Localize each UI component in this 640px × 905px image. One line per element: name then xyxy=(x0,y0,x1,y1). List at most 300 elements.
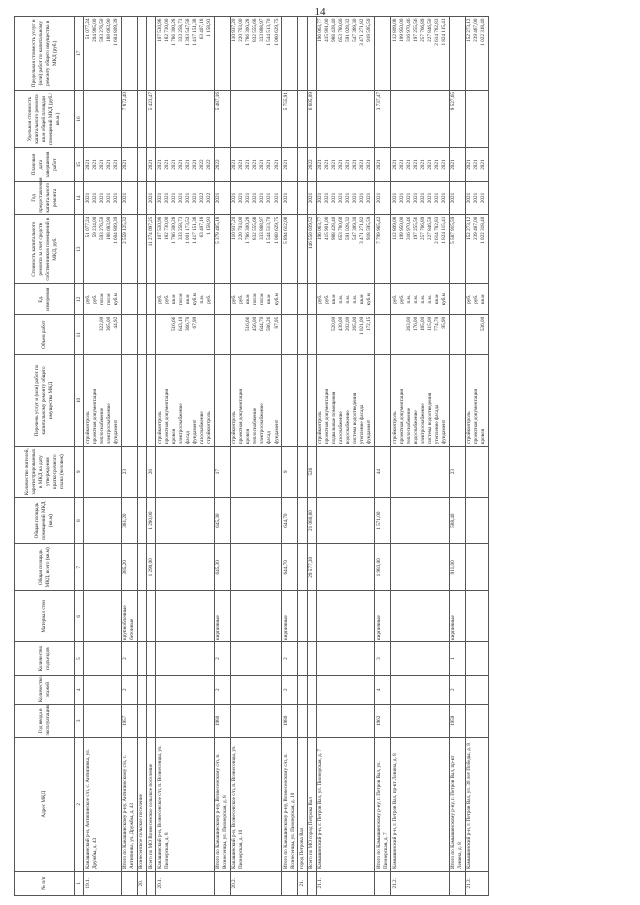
cell-costs xyxy=(375,215,391,284)
cell-line: 146 550 039,52 xyxy=(308,216,315,250)
cell-year xyxy=(316,704,374,737)
cell-plan-year xyxy=(465,181,488,214)
cell-line: 1 060 629,75 xyxy=(273,216,280,244)
cell-line: 918 595,59 xyxy=(366,216,373,240)
cell-line: 516,66 xyxy=(170,316,177,332)
cell-no xyxy=(214,871,230,895)
cell-line: стройконтроль xyxy=(391,411,398,445)
column-header: Количество подъездов xyxy=(15,642,75,675)
cell-line: 1 786 300,28 xyxy=(170,18,177,46)
table-row xyxy=(147,17,156,896)
cell-limit-cost xyxy=(298,17,307,91)
table-row xyxy=(121,17,137,896)
cell-limit-cost xyxy=(137,17,146,91)
column-header: Количество жителей, зарегистрированных в МКД на дату утверждения краткосрочного плана (человек) xyxy=(15,446,75,497)
cell-line: 182 730,00 xyxy=(163,18,170,42)
cell-line: 2022 xyxy=(198,192,205,204)
cell-area-premises xyxy=(156,497,214,544)
cell-line: стройконтроль xyxy=(84,411,91,445)
cell-line: 2021 xyxy=(450,192,457,204)
cell-no: 21.3. xyxy=(465,871,488,895)
cell-line: 2021 xyxy=(259,192,266,204)
cell-line: теплоснабжение xyxy=(99,407,106,445)
cell-line: 220 703,00 xyxy=(238,216,245,240)
cell-line: 365,00 xyxy=(106,316,113,332)
cell-end-year xyxy=(449,148,465,181)
cell-line: 2021 xyxy=(156,192,163,204)
cell-works xyxy=(230,355,281,446)
cell-line: 2021 xyxy=(338,192,345,204)
cell-line: 107 530,98 xyxy=(156,216,163,240)
cell-line: 107 530,98 xyxy=(156,18,163,42)
cell-entrances: 1 xyxy=(449,642,465,675)
cell-line: водоснабжение xyxy=(412,410,419,445)
cell-line: 2021 xyxy=(331,192,338,204)
cell-costs xyxy=(298,215,307,284)
cell-plan-year xyxy=(375,181,391,214)
cell-line: 63 407,18 xyxy=(198,216,205,238)
cell-address: Всего по МО город Петрова Вал xyxy=(307,738,316,872)
column-number: 12 xyxy=(75,284,84,315)
cell-line: водоснабжение xyxy=(345,410,352,445)
cell-line: 2021 xyxy=(419,159,426,170)
cell-line: куб.м xyxy=(273,293,280,306)
cell-line: 322,00 xyxy=(99,316,106,332)
column-header: Предельная стоимость услуг и (или) работ по капитальному ремонту общего имущества в МКД (руб.) xyxy=(15,17,75,91)
cell-costs xyxy=(282,215,298,284)
cell-line: кровля xyxy=(245,428,252,445)
cell-line: 2021 xyxy=(345,192,352,204)
cell-area-total xyxy=(465,544,488,591)
cell-costs xyxy=(84,215,121,284)
cell-year xyxy=(298,704,307,737)
cell-units xyxy=(298,284,307,315)
cell-area-premises xyxy=(84,497,121,544)
cell-line: 2021 xyxy=(99,159,106,170)
cell-entrances: 3 xyxy=(375,642,391,675)
cell-limit-cost xyxy=(391,17,449,91)
cell-line: 11 274 097,25 xyxy=(147,216,154,247)
cell-line: 653 780,60 xyxy=(338,216,345,240)
cell-line xyxy=(238,317,245,353)
cell-no: 21.2. xyxy=(391,871,449,895)
cell-line: 644,70 xyxy=(259,316,266,332)
cell-units xyxy=(375,284,391,315)
column-number: 17 xyxy=(75,17,84,91)
cell-residents xyxy=(316,446,374,497)
cell-unit-cost xyxy=(391,90,449,148)
cell-floors: 4 xyxy=(375,675,391,704)
cell-walls: кирпичные xyxy=(282,591,298,642)
cell-limit-cost xyxy=(307,17,316,91)
cell-line: 2021 xyxy=(106,159,113,170)
cell-line: 2021 xyxy=(184,159,191,170)
cell-units xyxy=(214,284,230,315)
cell-volumes xyxy=(137,315,146,355)
cell-line: 2021 xyxy=(252,192,259,204)
cell-costs xyxy=(316,215,374,284)
cell-volumes xyxy=(307,315,316,355)
cell-address: Камышинский р-н, г. Петров Вал, ул. Пионерская, д. 7 xyxy=(316,738,374,872)
cell-line: 5 379 485,18 xyxy=(215,216,222,244)
cell-line: стройконтроль xyxy=(466,411,473,445)
cell-line: 1 824 115,41 xyxy=(440,18,447,46)
cell-line: 988 428,40 xyxy=(331,216,338,240)
cell-line: 2021 xyxy=(163,159,170,170)
cell-line: стройконтроль xyxy=(205,411,212,445)
cell-walls: кирпичные xyxy=(214,591,230,642)
cell-line: фундамент xyxy=(366,419,373,445)
cell-line: 2021 xyxy=(450,159,457,170)
cell-line: фундамент xyxy=(113,419,120,445)
cell-line: 918 595,59 xyxy=(366,18,373,42)
cell-line: 316 970,46 xyxy=(405,18,412,42)
table-row xyxy=(316,17,374,896)
cell-line: фундамент xyxy=(191,419,198,445)
cell-line: п.м. xyxy=(338,294,345,304)
cell-line: 456,00 xyxy=(252,316,259,332)
cell-area-premises: 645,30 xyxy=(214,497,230,544)
cell-entrances xyxy=(84,642,121,675)
column-header: Ед. измерения xyxy=(15,284,75,315)
cell-address: Итого по Камышинскому р-ну, г. Петров Вал, пр-кт Ленина, д. 8 xyxy=(449,738,465,872)
cell-residents: 526 xyxy=(307,446,316,497)
cell-line: стройконтроль xyxy=(156,411,163,445)
cell-line: 51 077,24 xyxy=(84,216,91,238)
cell-line: газоснабжение xyxy=(198,411,205,445)
cell-area-total: 644,70 xyxy=(282,544,298,591)
cell-line: 2021 xyxy=(375,159,382,170)
cell-line: 176,00 xyxy=(412,316,419,332)
cell-walls: кирпичные xyxy=(449,591,465,642)
cell-costs xyxy=(156,215,214,284)
cell-units xyxy=(465,284,488,315)
cell-line: 265,00 xyxy=(352,316,359,332)
cell-volumes xyxy=(391,315,449,355)
cell-line xyxy=(92,317,99,353)
cell-entrances: 2 xyxy=(214,642,230,675)
cell-line: подвальные помещения xyxy=(331,391,338,445)
cell-end-year xyxy=(375,148,391,181)
cell-line: 2022 xyxy=(205,192,212,204)
cell-walls xyxy=(230,591,281,642)
cell-line: 2021 xyxy=(245,192,252,204)
cell-limit-cost xyxy=(230,17,281,91)
cell-line: 333 888,97 xyxy=(259,18,266,42)
column-number: 4 xyxy=(75,675,84,704)
cell-line: 239 487,00 xyxy=(473,18,480,42)
cell-line: 3 471 271,82 xyxy=(359,18,366,46)
cell-line: 316 970,46 xyxy=(405,216,412,240)
cell-line: 988 428,40 xyxy=(331,18,338,42)
cell-line: 1 158,93 xyxy=(205,216,212,235)
column-header: Объем работ xyxy=(15,315,75,355)
cell-line: 2021 xyxy=(433,159,440,170)
cell-line: утепление фасада xyxy=(433,404,440,445)
cell-limit-cost xyxy=(121,17,137,91)
cell-walls xyxy=(137,591,146,642)
cell-line: 415 901,00 xyxy=(324,18,331,42)
cell-line: руб. xyxy=(92,294,98,304)
cell-line: п.м. xyxy=(419,294,426,304)
cell-line xyxy=(392,317,399,353)
cell-walls: крупноблочные бетонные xyxy=(121,591,137,642)
column-number: 3 xyxy=(75,704,84,737)
cell-line: 832 555,68 xyxy=(252,18,259,42)
cell-line: 2021 xyxy=(245,159,252,170)
cell-line: 2021 xyxy=(405,159,412,170)
cell-entrances xyxy=(465,642,488,675)
cell-unit-cost: 3 737,47 xyxy=(375,90,391,148)
cell-line: 2021 xyxy=(466,159,473,170)
rotated-register-table xyxy=(14,16,626,896)
cell-residents xyxy=(298,446,307,497)
table-header-row xyxy=(15,17,75,896)
column-number: 14 xyxy=(75,181,84,214)
cell-line: проектная документация xyxy=(238,389,245,445)
cell-line: руб. xyxy=(391,294,398,304)
cell-line xyxy=(199,317,206,353)
cell-line: 1 544 513,70 xyxy=(266,18,273,46)
column-header: Плановая дата завершения работ xyxy=(15,148,75,181)
cell-works xyxy=(84,355,121,446)
cell-line: 2021 xyxy=(231,159,238,170)
cell-works xyxy=(375,355,391,446)
cell-line: 2021 xyxy=(324,159,331,170)
cell-line: 112 809,08 xyxy=(391,18,398,42)
cell-end-year xyxy=(465,148,488,181)
cell-units xyxy=(316,284,374,315)
cell-line: руб. xyxy=(163,294,170,304)
cell-walls xyxy=(391,591,449,642)
cell-line xyxy=(157,317,164,353)
cell-units xyxy=(449,284,465,315)
cell-line: 547 389,30 xyxy=(352,216,359,240)
column-number: 8 xyxy=(75,497,84,544)
cell-line: 2021 xyxy=(122,192,129,204)
cell-unit-cost xyxy=(84,90,121,148)
cell-no: 19.1. xyxy=(84,871,121,895)
cell-line: руб. xyxy=(84,294,91,304)
cell-costs xyxy=(465,215,488,284)
cell-residents xyxy=(137,446,146,497)
cell-end-year xyxy=(391,148,449,181)
cell-address: Канашинский р-н, Антипинское с/п, с. Антипинка, ул. Дружбы, д. 43 xyxy=(84,738,121,872)
cell-units xyxy=(137,284,146,315)
cell-line: 2021 xyxy=(440,159,447,170)
cell-line: теплоснабжение xyxy=(405,407,412,445)
cell-line: руб. xyxy=(156,294,163,304)
cell-line: кв.м xyxy=(433,294,440,304)
cell-line: кв.м xyxy=(170,294,177,304)
table-row xyxy=(137,17,146,896)
cell-line: 1 604 809,39 xyxy=(113,216,120,244)
cell-line: 2021 xyxy=(282,192,289,204)
cell-line: 1 158,93 xyxy=(205,18,212,37)
cell-residents: 44 xyxy=(375,446,391,497)
cell-area-premises xyxy=(391,497,449,544)
cell-line: электроснабжение xyxy=(419,403,426,445)
cell-area-premises xyxy=(230,497,281,544)
cell-plan-year xyxy=(449,181,465,214)
cell-residents xyxy=(84,446,121,497)
cell-line: 2021 xyxy=(170,192,177,204)
cell-address: Канашинский р-н, Вознесенское с/п, п. Вознесенцы, ул. Пионерская, д. 10 xyxy=(230,738,281,872)
cell-line: 110 937,20 xyxy=(231,18,238,42)
table-row xyxy=(298,17,307,896)
cell-line: 2021 xyxy=(238,192,245,204)
cell-works xyxy=(316,355,374,446)
cell-year xyxy=(465,704,488,737)
cell-line: 2021 xyxy=(170,159,177,170)
cell-line: проектная документация xyxy=(92,389,98,445)
cell-line: 2021 xyxy=(266,159,273,170)
cell-units xyxy=(84,284,121,315)
cell-end-year xyxy=(214,148,230,181)
column-header: Стоимость капитального ремонта за счет средств собственников помещений в МКД, руб. xyxy=(15,215,75,284)
cell-plan-year xyxy=(230,181,281,214)
cell-year xyxy=(391,704,449,737)
cell-line: 2021 xyxy=(391,192,398,204)
table-row xyxy=(156,17,214,896)
cell-line: 188 683,90 xyxy=(106,216,113,240)
column-number: 6 xyxy=(75,591,84,642)
column-number: 10 xyxy=(75,355,84,446)
cell-end-year xyxy=(147,148,156,181)
cell-costs xyxy=(391,215,449,284)
cell-line: 1 393 547,58 xyxy=(184,18,191,46)
cell-line: 2021 xyxy=(147,192,154,204)
cell-line: 7 799 965,42 xyxy=(375,216,382,244)
cell-line: кровля xyxy=(480,428,487,445)
column-header: Год предоставления капитального ремонта xyxy=(15,181,75,214)
cell-line: 2021 xyxy=(352,159,359,170)
cell-line: 1 021,00 xyxy=(359,316,366,335)
cell-line: 643,10 xyxy=(177,316,184,332)
cell-line: 182 730,00 xyxy=(163,216,170,240)
cell-volumes xyxy=(147,315,156,355)
cell-line: 774,70 xyxy=(433,316,440,332)
cell-end-year xyxy=(307,148,316,181)
cell-unit-cost: 6 605,09 xyxy=(307,90,316,148)
cell-unit-cost: 9 527,65 xyxy=(449,90,465,148)
cell-limit-cost xyxy=(282,17,298,91)
cell-volumes xyxy=(375,315,391,355)
cell-entrances: 2 xyxy=(282,642,298,675)
cell-units xyxy=(156,284,214,315)
cell-area-total xyxy=(391,544,449,591)
cell-plan-year xyxy=(391,181,449,214)
cell-line: 2021 xyxy=(440,192,447,204)
cell-address: Камышинский р-н, г. Петров Вал, пр-кт Ленина, д. 8 xyxy=(391,738,449,872)
cell-line: 2021 xyxy=(480,159,487,170)
cell-no: 20. xyxy=(137,871,146,895)
cell-line: кровля xyxy=(170,428,177,445)
cell-unit-cost: 5 487,16 xyxy=(214,90,230,148)
cell-line: проектная документация xyxy=(163,389,170,445)
cell-line: 227 846,50 xyxy=(426,18,433,42)
cell-end-year xyxy=(137,148,146,181)
cell-plan-year xyxy=(121,181,137,214)
cell-residents: 23 xyxy=(121,446,137,497)
cell-works xyxy=(214,355,230,446)
cell-line: пог.м xyxy=(177,293,184,305)
cell-line: 591 028,32 xyxy=(345,18,352,42)
cell-line: проектная документация xyxy=(473,389,480,445)
cell-plan-year xyxy=(214,181,230,214)
cell-walls xyxy=(307,591,316,642)
cell-line xyxy=(466,317,473,353)
cell-floors: 2 xyxy=(214,675,230,704)
cell-line xyxy=(206,317,213,353)
cell-address: Камышинский р-н, г. Петров Вал, ул. 30 лет Победы, д. 8 xyxy=(465,738,488,872)
cell-costs xyxy=(121,215,137,284)
cell-area-premises: 381,20 xyxy=(121,497,137,544)
cell-line: 2021 xyxy=(412,159,419,170)
cell-unit-cost xyxy=(316,90,374,148)
column-header: Год ввода в эксплуатацию xyxy=(15,704,75,737)
cell-line: 2021 xyxy=(433,192,440,204)
cell-line: 2021 xyxy=(359,159,366,170)
cell-line: проектная документация xyxy=(324,389,331,445)
cell-line: 2021 xyxy=(480,192,487,204)
cell-limit-cost xyxy=(84,17,121,91)
cell-entrances: 2 xyxy=(121,642,137,675)
cell-line: 2021 xyxy=(419,192,426,204)
cell-area-total: 911,00 xyxy=(449,544,465,591)
cell-line: утепление фасада xyxy=(359,404,366,445)
cell-line: 172,15 xyxy=(366,316,373,332)
cell-line: руб. xyxy=(473,294,480,304)
cell-line: 1 417 151,38 xyxy=(191,18,198,46)
cell-unit-cost: 5 755,91 xyxy=(282,90,298,148)
cell-line: 2021 xyxy=(238,159,245,170)
cell-line: 2021 xyxy=(163,192,170,204)
cell-no xyxy=(282,871,298,895)
cell-residents xyxy=(465,446,488,497)
column-header: Удельная стоимость капитального ремонта кв.м общей площади помещений МКД (руб./кв.м.) xyxy=(15,90,75,148)
cell-line: 536,00 xyxy=(480,316,487,332)
cell-works xyxy=(137,355,146,446)
table-row xyxy=(84,17,121,896)
cell-volumes xyxy=(230,315,281,355)
cell-line: 197 255,56 xyxy=(412,18,419,42)
cell-line: 1 001 173,52 xyxy=(184,216,191,244)
cell-residents xyxy=(230,446,281,497)
cell-floors xyxy=(147,675,156,704)
cell-line: 2021 xyxy=(345,159,352,170)
cell-line: куб.м xyxy=(113,293,120,306)
cell-no: 21.1. xyxy=(316,871,374,895)
cell-line: 2021 xyxy=(84,159,91,170)
cell-line: 2 614 782,83 xyxy=(433,18,440,46)
cell-plan-year xyxy=(307,181,316,214)
cell-line xyxy=(324,317,331,353)
cell-entrances xyxy=(230,642,281,675)
cell-line xyxy=(164,317,171,353)
cell-line: 1 022 318,40 xyxy=(480,18,487,46)
cell-line: 653 780,60 xyxy=(338,18,345,42)
cell-end-year xyxy=(156,148,214,181)
cell-floors xyxy=(316,675,374,704)
cell-line: фасад xyxy=(184,431,191,445)
cell-year: 1957 xyxy=(121,704,137,737)
cell-line: 257 766,89 xyxy=(419,216,426,240)
cell-no xyxy=(121,871,137,895)
cell-entrances xyxy=(137,642,146,675)
cell-floors xyxy=(307,675,316,704)
cell-plan-year xyxy=(316,181,374,214)
